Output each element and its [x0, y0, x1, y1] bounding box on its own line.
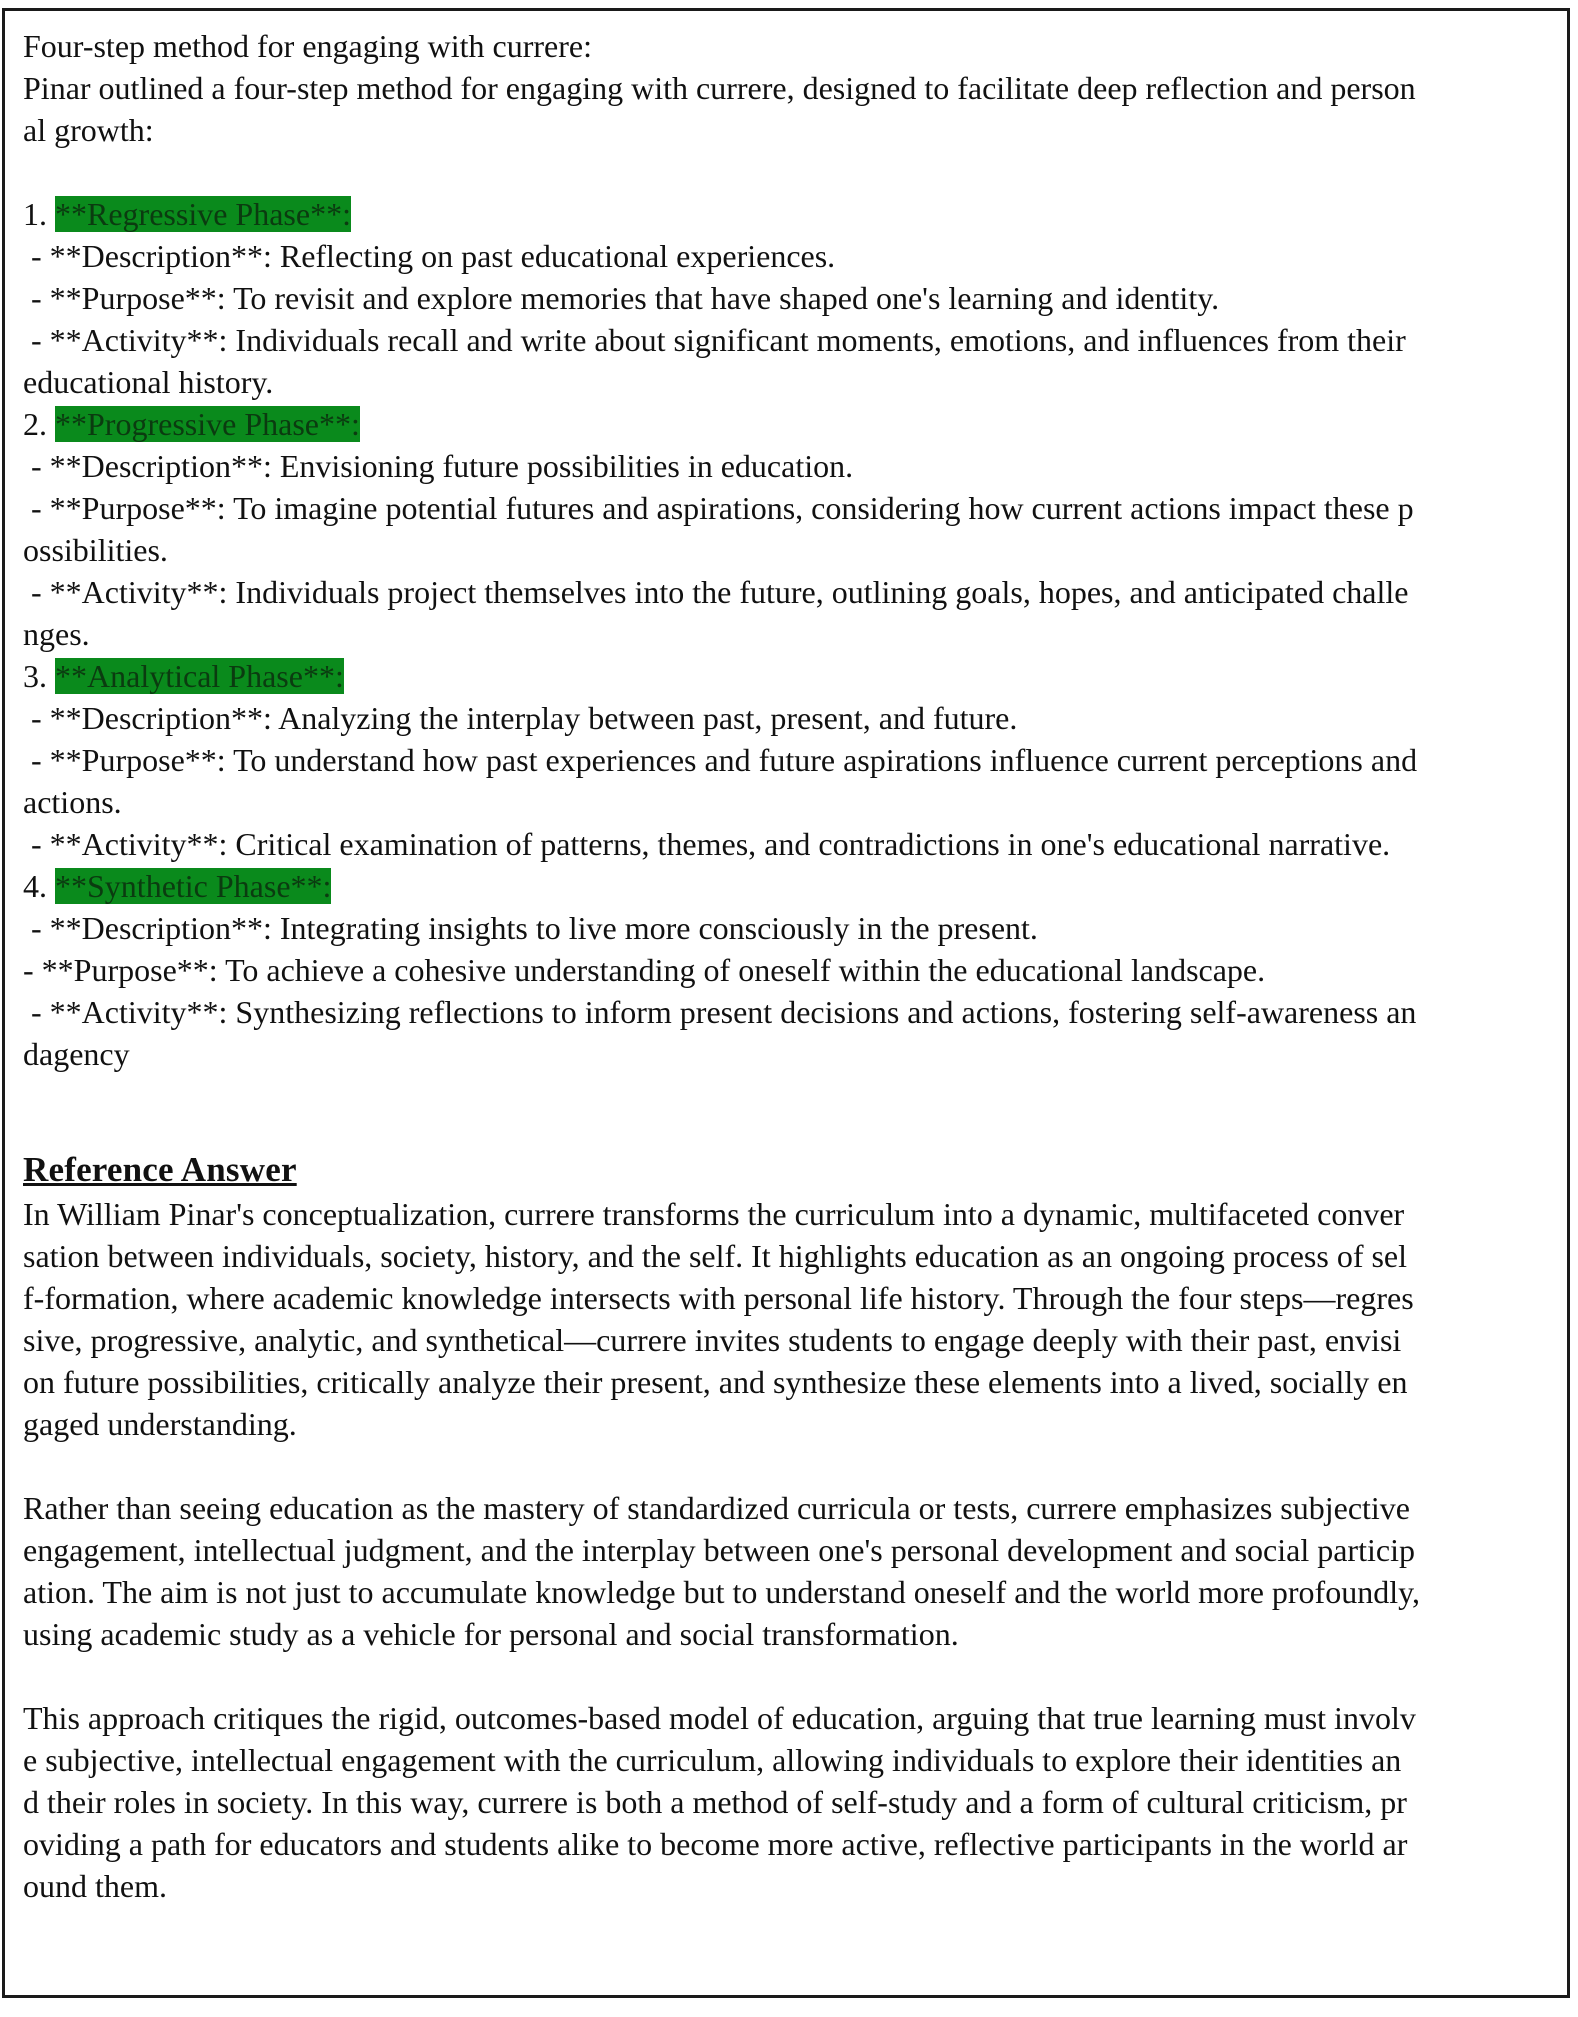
step-purpose-cont: ossibilities.: [23, 532, 168, 568]
reference-line: d their roles in society. In this way, currere is both a method of self-study and a form of cultural criticism, pr: [23, 1784, 1407, 1820]
step-activity: - **Activity**: Individuals project themselves into the future, outlining goals, hopes, and anticipated challe: [23, 574, 1409, 610]
step-activity-cont: educational history.: [23, 364, 274, 400]
step-name-highlight: **Synthetic Phase**:: [55, 868, 332, 904]
document-frame: [2, 8, 1570, 1998]
reference-line: In William Pinar's conceptualization, currere transforms the curriculum into a dynamic, multifaceted conver: [23, 1196, 1405, 1232]
reference-line: This approach critiques the rigid, outcomes-based model of education, arguing that true learning must involv: [23, 1700, 1416, 1736]
reference-line: using academic study as a vehicle for personal and social transformation.: [23, 1616, 959, 1652]
step-purpose: - **Purpose**: To revisit and explore memories that have shaped one's learning and identity.: [23, 280, 1220, 316]
step-purpose: - **Purpose**: To understand how past experiences and future aspirations influence current perceptions and: [23, 742, 1418, 778]
step-number: 4.: [23, 868, 55, 904]
step-activity-cont: nges.: [23, 616, 90, 652]
step-activity-cont: dagency: [23, 1036, 130, 1072]
step-number: 1.: [23, 196, 55, 232]
step-description: - **Description**: Reflecting on past educational experiences.: [23, 238, 836, 274]
step-purpose: - **Purpose**: To imagine potential futures and aspirations, considering how current actions impact these p: [23, 490, 1414, 526]
reference-line: oviding a path for educators and students alike to become more active, reflective participants in the world ar: [23, 1826, 1408, 1862]
step-heading: [23, 655, 344, 697]
step-purpose-cont: actions.: [23, 784, 122, 820]
step-activity: - **Activity**: Synthesizing reflections to inform present decisions and actions, fostering self-awareness an: [23, 994, 1417, 1030]
reference-heading: Reference Answer: [23, 1150, 297, 1189]
step-heading: [23, 403, 360, 445]
step-name-highlight: **Regressive Phase**:: [55, 196, 351, 232]
intro-line: Pinar outlined a four-step method for engaging with currere, designed to facilitate deep reflection and person: [23, 70, 1416, 106]
reference-line: engagement, intellectual judgment, and the interplay between one's personal development and social particip: [23, 1532, 1415, 1568]
step-description: - **Description**: Analyzing the interplay between past, present, and future.: [23, 700, 1018, 736]
step-number: 2.: [23, 406, 55, 442]
step-activity: - **Activity**: Individuals recall and write about significant moments, emotions, and influences from their: [23, 322, 1406, 358]
step-description: - **Description**: Integrating insights to live more consciously in the present.: [23, 910, 1038, 946]
reference-line: on future possibilities, critically analyze their present, and synthesize these elements into a lived, socially en: [23, 1364, 1408, 1400]
reference-line: gaged understanding.: [23, 1406, 297, 1442]
step-activity: - **Activity**: Critical examination of patterns, themes, and contradictions in one's educational narrative.: [23, 826, 1391, 862]
step-purpose: - **Purpose**: To achieve a cohesive understanding of oneself within the educational landscape.: [23, 952, 1266, 988]
reference-line: ation. The aim is not just to accumulate knowledge but to understand oneself and the world more profoundly,: [23, 1574, 1421, 1610]
step-name-highlight: **Analytical Phase**:: [55, 658, 344, 694]
reference-line: sive, progressive, analytic, and synthetical—currere invites students to engage deeply with their past, envisi: [23, 1322, 1402, 1358]
reference-line: Rather than seeing education as the mastery of standardized curricula or tests, currere emphasizes subjective: [23, 1490, 1410, 1526]
step-heading: [23, 865, 331, 907]
reference-line: ound them.: [23, 1868, 167, 1904]
reference-line: sation between individuals, society, history, and the self. It highlights education as an ongoing process of sel: [23, 1238, 1408, 1274]
intro-title: Four-step method for engaging with currere:: [23, 28, 592, 64]
step-name-highlight: **Progressive Phase**:: [55, 406, 360, 442]
reference-line: e subjective, intellectual engagement with the curriculum, allowing individuals to explore their identities an: [23, 1742, 1402, 1778]
reference-line: f-formation, where academic knowledge intersects with personal life history. Through the four steps—regres: [23, 1280, 1414, 1316]
step-heading: [23, 193, 351, 235]
step-description: - **Description**: Envisioning future possibilities in education.: [23, 448, 854, 484]
step-number: 3.: [23, 658, 55, 694]
intro-line: al growth:: [23, 112, 154, 148]
